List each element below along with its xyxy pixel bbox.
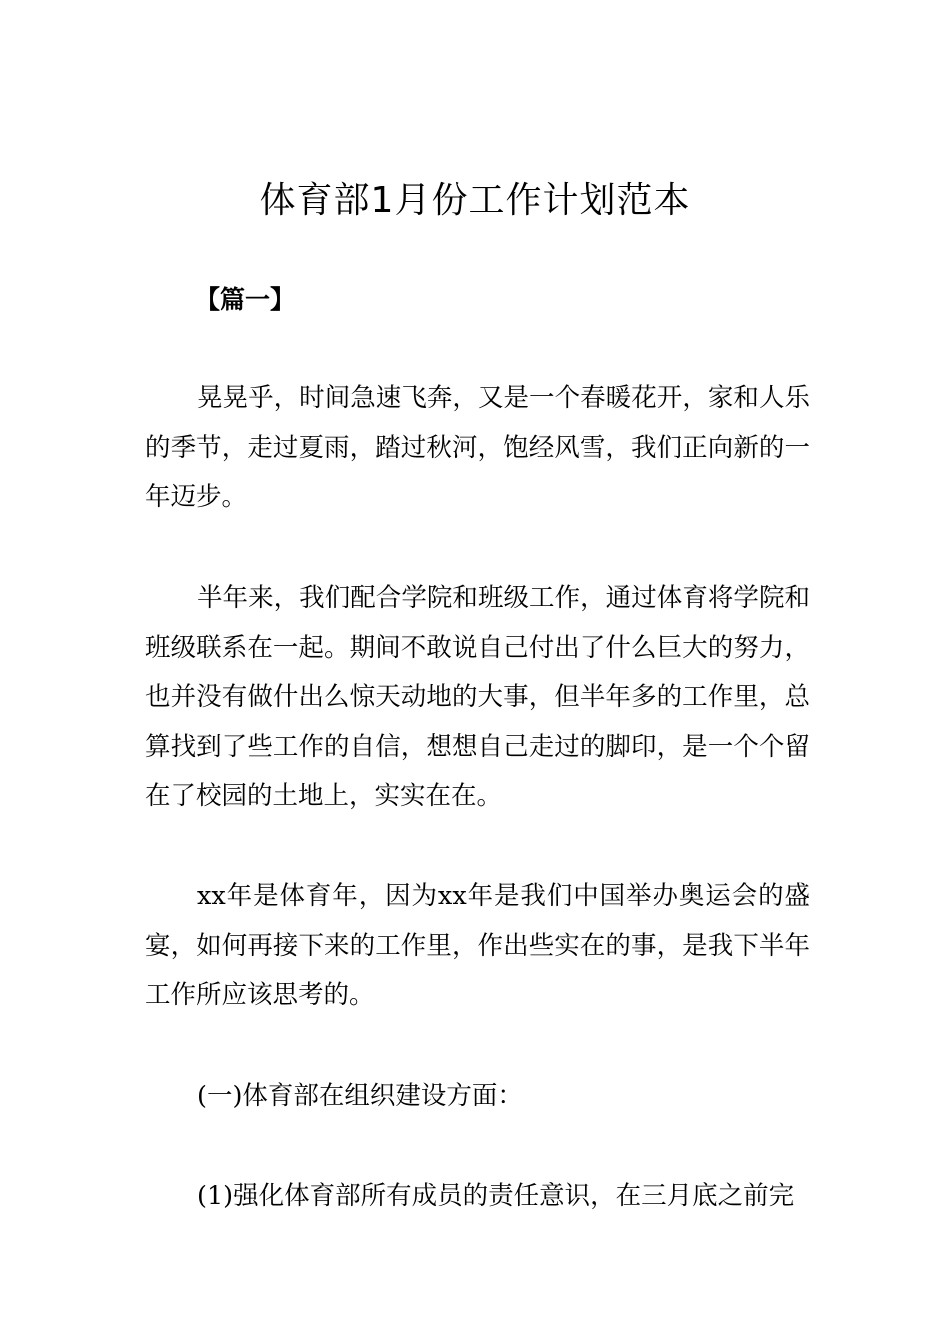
paragraph-half-year-review: 半年来，我们配合学院和班级工作，通过体育将学院和班级联系在一起。期间不敢说自己付出了什么巨大的努力，也并没有做什出么惊天动地的大事，但半年多的工作里，总算找到了些工作的自信，想想自己走过的脚印，是一个个留在了校园的土地上，实实在在。 [145, 583, 810, 811]
document-title: 体育部1月份工作计划范本 [259, 180, 691, 221]
paragraph-intro: 晃晃乎，时间急速飞奔，又是一个春暖花开，家和人乐的季节，走过夏雨，踏过秋河，饱经风雪，我们正向新的一年迈步。 [145, 383, 810, 512]
section-tag: 【篇一】 [195, 285, 296, 314]
paragraph-organization-heading: (一)体育部在组织建设方面： [197, 1081, 523, 1111]
paragraph-responsibility-item: (1)强化体育部所有成员的责任意识，在三月底之前完 [197, 1181, 795, 1211]
paragraph-sports-year: xx年是体育年，因为xx年是我们中国举办奥运会的盛宴，如何再接下来的工作里，作出些实在的事，是我下半年工作所应该思考的。 [145, 881, 810, 1010]
